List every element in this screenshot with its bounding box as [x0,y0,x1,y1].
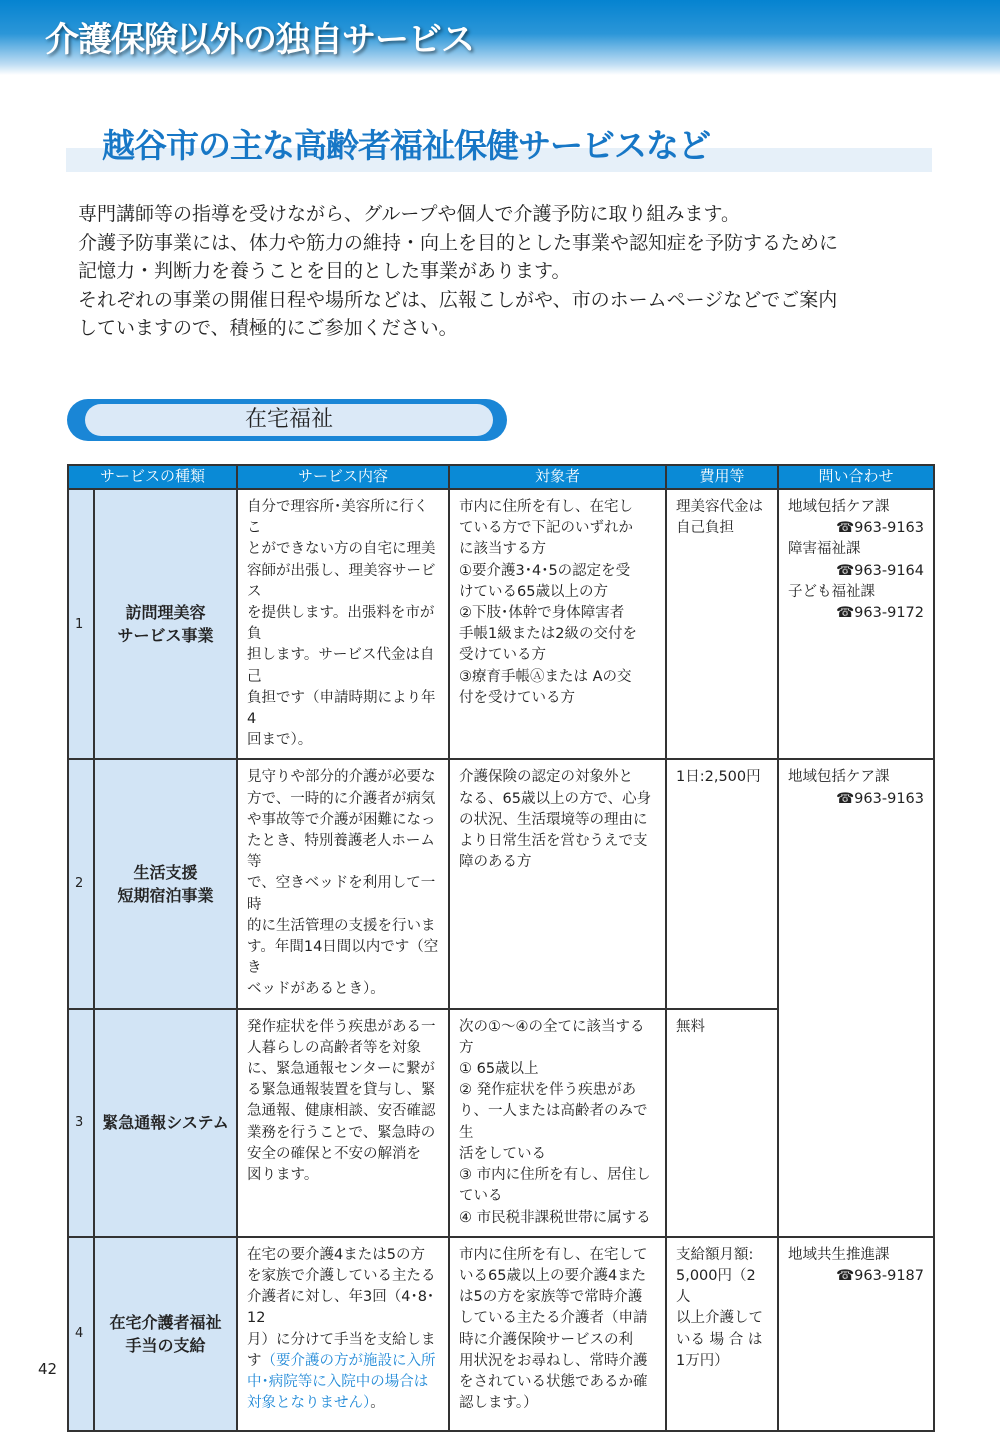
content-end: 。 [370,1395,385,1412]
content-text: 在宅の要介護4または5の方 を家族で介護している主たる 介護者に対し、年3回（4･8･12 月）に分けて手当を支給しま す [247,1246,436,1369]
contact-dept: 地域共生推進課 [788,1246,890,1263]
service-cost: 支給額月額: 5,000円（2人 以上介護して いる 場 合 は 1万円） [666,1237,778,1431]
row-number: 3 [68,1009,94,1237]
service-target: 市内に住所を有し、在宅して いる65歳以上の要介護4また は5の方を家族等で常時介護 している主たる介護者（申請 時に介護保険サービスの利 用状況をお尋ねし、常時介護 をされている状態であるか確 認します。） [449,1237,666,1431]
banner-title: 介護保険以外の独自サービス [45,20,474,60]
row-number: 4 [68,1237,94,1431]
subtitle: 越谷市の主な高齢者福祉保健サービスなど [102,126,710,165]
table-row [68,1237,934,1431]
header-type: サービスの種類 [68,465,237,489]
table-row [68,759,934,1008]
service-name: 在宅介護者福祉 手当の支給 [94,1237,237,1431]
service-content: 自分で理容所･美容所に行くこ とができない方の自宅に理美 容師が出張し、理美容サービス を提供します。出張料を市が負 担します。サービス代金は自己 負担です（申請時期により年4 回まで）。 [237,489,449,759]
service-content [237,1237,449,1431]
service-name: 緊急通報システム [94,1009,237,1237]
header-target: 対象者 [449,465,666,489]
service-target: 次の①～④の全てに該当する方 ① 65歳以上 ② 発作症状を伴う疾患があ り、一人または高齢者のみで生 活をしている ③ 市内に住所を有し、居住し ている ④ 市民税非課税世帯に属する [449,1009,666,1237]
service-target: 介護保険の認定の対象外と なる、65歳以上の方で、心身 の状況、生活環境等の理由に より日常生活を営むうえで支 障のある方 [449,759,666,1008]
service-content: 見守りや部分的介護が必要な 方で、一時的に介護者が病気 や事故等で介護が困難になっ たとき、特別養護老人ホーム等 で、空きベッドを利用して一時 的に生活管理の支援を行いま す。年間14日間以内です（空き ベッドがあるとき）。 [237,759,449,1008]
service-cost: 無料 [666,1009,778,1237]
service-cost: 1日:2,500円 [666,759,778,1008]
service-target: 市内に住所を有し、在宅し ている方で下記のいずれか に該当する方 ①要介護3･4･5の認定を受 けている65歳以上の方 ②下肢･体幹で身体障害者 手帳1級または2級の交付を 受けている方 ③療育手帳Ⓐまたは Aの交 付を受けている方 [449,489,666,759]
contact-phone: ☎963-9163 [836,790,924,807]
intro-text: 専門講師等の指導を受けながら、グループや個人で介護予防に取り組みます。 介護予防事業には、体力や筋力の維持・向上を目的とした事業や認知症を予防するために 記憶力・判断力を養うことを目的とした事業があります。 それぞれの事業の開催日程や場所などは、広報こしがや、市のホームページなどでご案内 していますので、積極的にご参加ください。 [78,203,839,339]
header-content: サービス内容 [237,465,449,489]
service-contact [778,1237,934,1431]
page-number: 42 [38,1360,58,1378]
table-header [68,465,934,489]
contact-dept: 地域包括ケア課 [788,499,890,515]
service-contact [778,759,934,1236]
contact-phone: ☎963-9163 [836,520,924,537]
contact-dept: 地域包括ケア課 [788,769,890,786]
contact-phone: ☎963-9164 [836,562,924,579]
service-cost: 理美容代金は 自己負担 [666,489,778,759]
contact-phone: ☎963-9172 [836,605,924,622]
service-contact [778,489,934,759]
header-cost: 費用等 [666,465,778,489]
contact-dept: 子ども福祉課 [788,583,875,600]
services-table [67,464,935,1432]
section-label [67,399,507,441]
service-content: 発作症状を伴う疾患がある一 人暮らしの高齢者等を対象 に、緊急通報センターに繋が る緊急通報装置を貸与し、緊 急通報、健康相談、安否確認 業務を行うことで、緊急時の 安全の確保と不安の解消を 図ります。 [237,1009,449,1237]
table-row [68,489,934,759]
service-name: 生活支援 短期宿泊事業 [94,759,237,1008]
service-name: 訪問理美容 サービス事業 [94,489,237,759]
contact-dept: 障害福祉課 [788,541,861,558]
page-banner [0,0,1000,75]
content-note: （要介護の方が施設に入所 中･病院等に入院中の場合は 対象となりません） [247,1352,436,1412]
contact-phone: ☎963-9187 [836,1267,924,1284]
row-number: 2 [68,759,94,1008]
section-label-text: 在宅福祉 [85,404,493,436]
row-number: 1 [68,489,94,759]
header-contact: 問い合わせ [778,465,934,489]
